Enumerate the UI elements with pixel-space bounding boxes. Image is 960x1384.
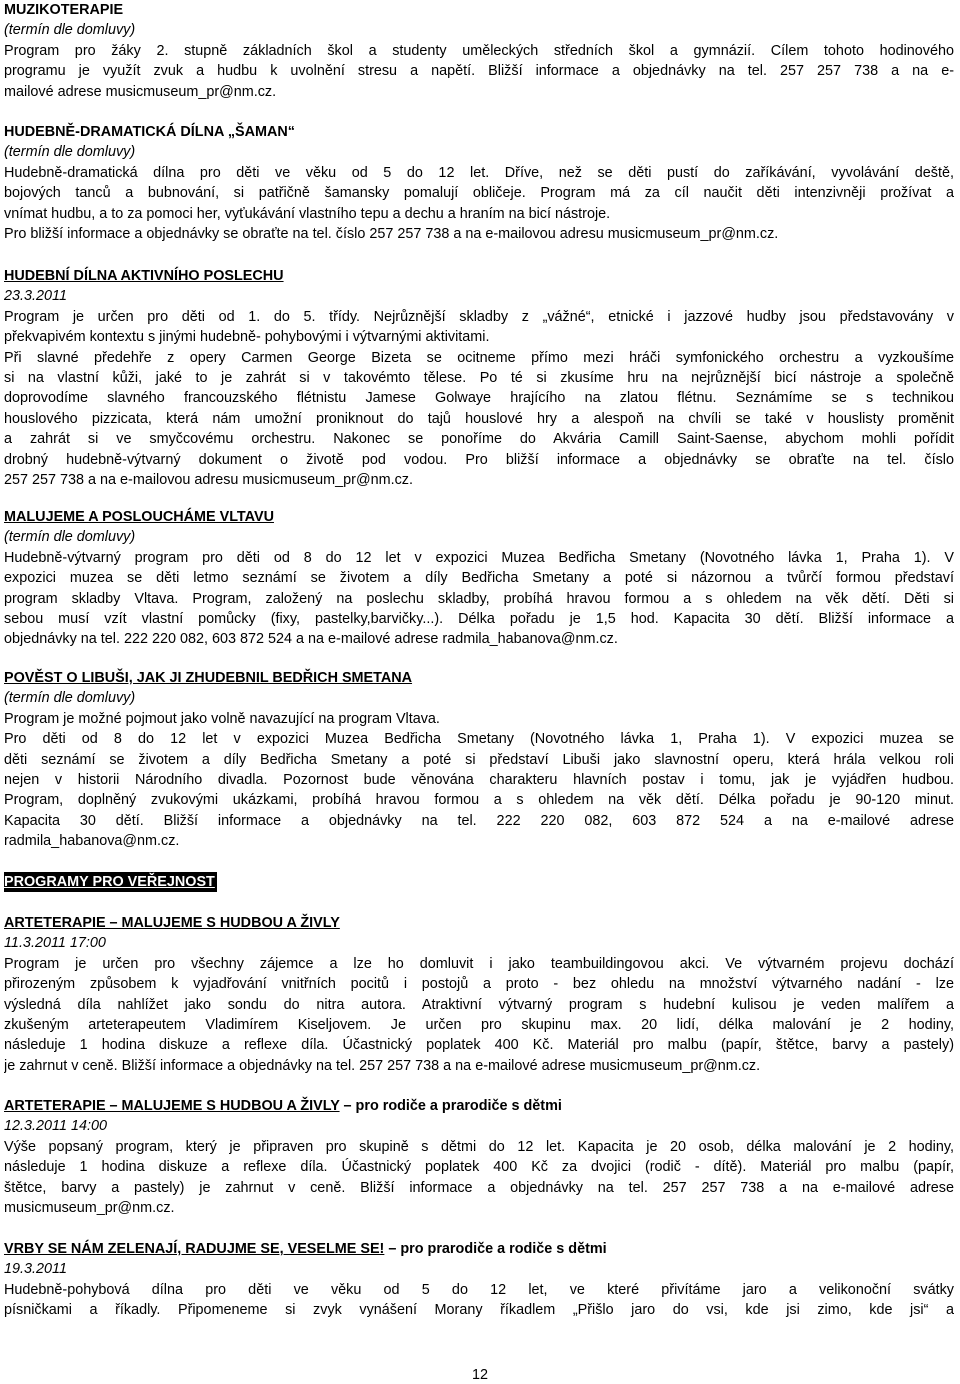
section-title: HUDEBNĚ-DRAMATICKÁ DÍLNA „ŠAMAN“ <box>4 124 295 140</box>
paragraph-line: Kapacita 30 dětí. Bližší informace a objednávky na tel. 222 220 082, 603 872 524 a na e-mailové adrese <box>4 812 954 829</box>
section-title: HUDEBNÍ DÍLNA AKTIVNÍHO POSLECHU <box>4 268 284 284</box>
section-term: 23.3.2011 <box>4 288 67 305</box>
paragraph-line: Program pro žáky 2. stupně základních škol a studenty uměleckých středních škol a gymnázií. Cílem tohoto hodinového <box>4 42 954 59</box>
section-heading-verejnost <box>4 872 954 892</box>
paragraph-line: Program je určen pro děti od 1. do 5. třídy. Nejrůznější skladby z „vážné“, etnické i jazzové hudby jsou představovány v <box>4 308 954 325</box>
paragraph-line: bojových tanců a bubnování, si patřičně šamansky pomalují obličeje. Program má za cíl naučit děti intenzivněji prožívat a <box>4 185 954 202</box>
section-arteterapie-1 <box>4 913 954 1076</box>
section-term: 12.3.2011 14:00 <box>4 1118 107 1135</box>
paragraph-line: musicmuseum_pr@nm.cz. <box>4 1199 175 1216</box>
paragraph-line: Hudebně-pohybová dílna pro děti ve věku od 5 do 12 let, ve které přivítáme jaro a velikonoční svátky <box>4 1281 954 1298</box>
paragraph-line: Program je určen pro všechny zájemce a lze ho domluvit i jako teambuildingovou akci. Ve výtvarném projevu dochází <box>4 955 954 972</box>
section-title-sub: – pro prarodiče a rodiče s dětmi <box>384 1241 607 1257</box>
section-muzikoterapie <box>4 0 954 102</box>
paragraph-line: následuje 1 hodina diskuze a reflexe díla. Účastnický poplatek 400 Kč za dvojici (rodič - dítě). Materiál pro malbu (papír, <box>4 1159 954 1176</box>
paragraph-line: zkušeným arteterapeutem Vladimírem Kiseljovem. Je určen pro skupinu max. 20 lidí, délka malování je 2 hodiny, <box>4 1016 954 1033</box>
section-title-main: VRBY SE NÁM ZELENAJÍ, RADUJME SE, VESELME SE! <box>4 1241 385 1257</box>
paragraph-line: si na vlastní kůži, jaké to je zahrát si v takovémto tělese. Po té si zkusíme hru na nejrůznější bicí nástroje a společně <box>4 369 954 386</box>
paragraph-line: Program, doplněný zvukovými ukázkami, probíhá hravou formou a s ohledem na věk dětí. Délka pořadu je 90-120 minut. <box>4 792 954 809</box>
paragraph-line: doprovodíme slavného francouzského flétnistu Jamese Golwaye hrajícího na zlatou flétnu. Seznámíme se s technikou <box>4 390 954 407</box>
paragraph-line: Při slavné předehře z opery Carmen George Bizeta se ocitneme přímo mezi hráči symfonického orchestru a vyzkoušíme <box>4 349 954 366</box>
paragraph-line: programu je využít zvuk a hudbu k uvolnění stresu a napětí. Bližší informace a objednávky na tel. 257 257 738 a na e- <box>4 63 954 80</box>
paragraph-line: děti seznámí se životem a díly Bedřicha Smetany a poté si představí Libuši jako slavnostní operu, která hrála velkou roli <box>4 751 954 768</box>
section-arteterapie-2 <box>4 1096 954 1218</box>
paragraph-line: Hudebně-dramatická dílna pro děti ve věku od 5 do 12 let. Dříve, než se děti pustí do zaříkávání, vyvolávání deště, <box>4 164 954 181</box>
paragraph-line: Pro bližší informace a objednávky se obraťte na tel. číslo 257 257 738 a na e-mailovou adresu musicmuseum_pr@nm.cz. <box>4 225 779 242</box>
paragraph-line: vnímat hudbu, a to za pomoci her, vyťukávání vlastního tepu a dechu a hraním na bicí nástroje. <box>4 205 611 222</box>
section-title: MUZIKOTERAPIE <box>4 2 124 18</box>
paragraph-line: je zahrnut v ceně. Bližší informace a objednávky na tel. 257 257 738 a na e-mailové adrese musicmuseum_pr@nm.cz. <box>4 1057 761 1074</box>
paragraph-line: štětce, barvy a pastely) je zahrnut v ceně. Bližší informace a objednávky na tel. 257 257 738 a na e-mailové adrese <box>4 1179 954 1196</box>
paragraph-line: expozici muzea se děti letmo seznámí se životem a díly Bedřicha Smetany a poté si názornou a tvůrčí formou představí <box>4 570 954 587</box>
paragraph-line: písničkami a říkadly. Připomeneme si zvyk vynášení Morany říkadlem „Přišlo jaro do vsi, kde jsi zimo, kde jsi“ a <box>4 1302 954 1319</box>
section-term: 19.3.2011 <box>4 1261 67 1278</box>
section-vrby <box>4 1239 954 1321</box>
page-number: 12 <box>471 1367 488 1383</box>
paragraph-line: sebou musí vzít vlastní pomůcky (fixy, pastelky,barvičky...). Délka pořadu je 1,5 hod. Kapacita 30 dětí. Bližší informace a <box>4 610 954 627</box>
paragraph-line: překvapivém kontextu s jinými hudebně- pohybovými i výtvarnými aktivitami. <box>4 329 490 346</box>
section-title: POVĚST O LIBUŠI, JAK JI ZHUDEBNIL BEDŘICH SMETANA <box>4 670 413 686</box>
paragraph-line: následuje 1 hodina diskuze a reflexe díla. Účastnický poplatek 400 Kč. Materiál pro malbu (papír, štětce, barvy a pastely) <box>4 1037 954 1054</box>
section-title <box>4 1239 954 1259</box>
paragraph-line: 257 257 738 a na e-mailovou adresu musicmuseum_pr@nm.cz. <box>4 471 413 488</box>
paragraph-line: drobný hudebně-výtvarný dokument o životě pod vodou. Pro bližší informace a objednávky se obraťte na tel. číslo <box>4 451 954 468</box>
section-title <box>4 1096 954 1116</box>
paragraph-line: Pro děti od 8 do 12 let v expozici Muzea Bedřicha Smetany (Novotného lávka 1, Praha 1). V expozici muzea se <box>4 731 954 748</box>
paragraph-line: objednávky na tel. 222 220 082, 603 872 524 a na e-mailové adrese radmila_habanova@nm.cz. <box>4 631 618 648</box>
paragraph-line: Výše popsaný program, který je připraven pro skupině s dětmi do 12 let. Kapacita je 20 osob, délka malování je 2 hodiny, <box>4 1138 954 1155</box>
paragraph-line: program skladby Vltava. Program, založený na poslechu skladby, probíhá hravou formou a s ohledem na věk dětí. Děti si <box>4 590 954 607</box>
section-term: 11.3.2011 17:00 <box>4 935 106 952</box>
section-title-sub: – pro rodiče a prarodiče s dětmi <box>339 1098 562 1114</box>
paragraph-line: mailové adrese musicmuseum_pr@nm.cz. <box>4 83 277 100</box>
paragraph-line: radmila_habanova@nm.cz. <box>4 833 180 850</box>
section-title: MALUJEME A POSLOUCHÁME VLTAVU <box>4 509 274 525</box>
paragraph-line: houslového pizzicata, která nám umožní proniknout do tajů houslové hry a alespoň na chvíli se také v houslisty proměnit <box>4 410 954 427</box>
section-vltava <box>4 507 954 650</box>
section-libuse <box>4 668 954 852</box>
paragraph-line: výsledná díla nahlížet jako sondu do nitra autora. Atraktivní výtvarný program s hudební kulisou je veden malířem a <box>4 996 954 1013</box>
paragraph-line: Program je možné pojmout jako volně navazující na program Vltava. <box>4 710 440 727</box>
section-term: (termín dle domluvy) <box>4 144 136 161</box>
paragraph-line: přirozeným způsobem k vyjadřování vnitřních pocitů i postojů a proto - bez ohledu na množství výtvarného nadání - lze <box>4 976 954 993</box>
highlighted-heading: PROGRAMY PRO VEŘEJNOST <box>4 872 217 892</box>
paragraph-line: a zahrát si ve smyčcovému orchestru. Nakonec se ponoříme do Akvária Camill Saint-Saense, abychom mohli pořídit <box>4 431 954 448</box>
paragraph-line: nejen v historii Národního divadla. Pozornost bude věnována charakteru hlavních postav i tomu, jak je vyjádřen hudbou. <box>4 771 954 788</box>
section-term: (termín dle domluvy) <box>4 690 136 707</box>
section-saman <box>4 122 954 244</box>
section-aktivni-poslech <box>4 266 954 490</box>
section-term: (termín dle domluvy) <box>4 529 136 546</box>
section-title-main: ARTETERAPIE – MALUJEME S HUDBOU A ŽIVLY <box>4 1098 340 1114</box>
paragraph-line: Hudebně-výtvarný program pro děti od 8 do 12 let v expozici Muzea Bedřicha Smetany (Novotného lávka 1, Praha 1). V <box>4 549 954 566</box>
section-term: (termín dle domluvy) <box>4 22 136 39</box>
section-title: ARTETERAPIE – MALUJEME S HUDBOU A ŽIVLY <box>4 915 340 931</box>
